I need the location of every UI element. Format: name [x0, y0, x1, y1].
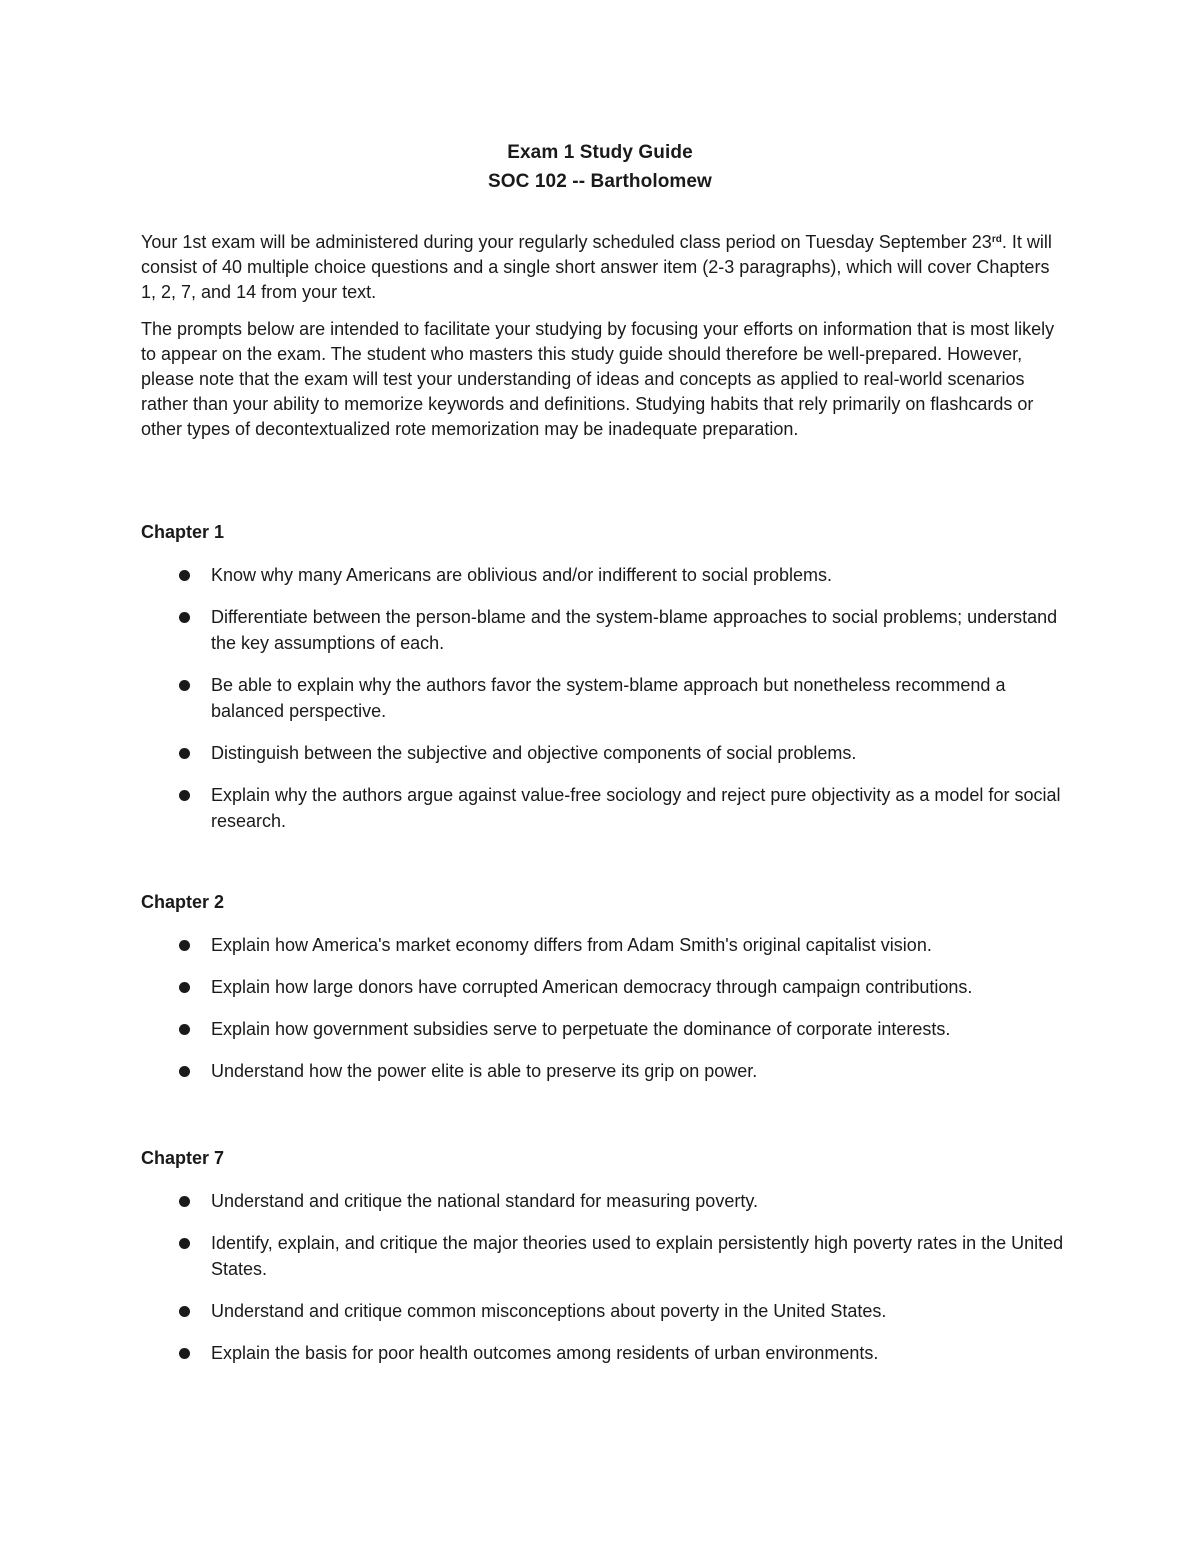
list-item — [141, 1340, 1071, 1366]
intro-p1-end: . It will consist of 40 multiple choice questions and a single short answer item (2-3 paragraphs), which will cover Chapters 1, 2, 7, and 14 from your text. — [141, 232, 1052, 302]
list-item-text: Explain how large donors have corrupted American democracy through campaign contributions. — [211, 977, 973, 997]
chapter-heading: Chapter 1 — [141, 522, 225, 542]
list-item — [141, 740, 1071, 766]
list-item-text: Distinguish between the subjective and objective components of social problems. — [211, 743, 857, 763]
list-item-text: Explain how government subsidies serve to perpetuate the dominance of corporate interests. — [211, 1019, 951, 1039]
list-item — [141, 782, 1071, 834]
list-item-text: Differentiate between the person-blame and the system-blame approaches to social problems; understand the key assumptions of each. — [211, 607, 1058, 653]
bullet-icon — [179, 1238, 190, 1249]
bullet-icon — [179, 680, 190, 691]
title-block — [0, 138, 1200, 196]
bullet-icon — [179, 1348, 190, 1359]
bullet-icon — [179, 748, 190, 759]
intro-paragraph-2: The prompts below are intended to facilitate your studying by focusing your efforts on information that is most likely to appear on the exam. The student who masters this study guide should therefore be well-prepared. However, please note that the exam will test your understanding of ideas and concepts as applied to real-world scenarios rather than your ability to memorize keywords and definitions. Studying habits that rely primarily on flashcards or other types of decontextualized rote memorization may be inadequate preparation. — [141, 319, 1055, 439]
chapter-2-list — [141, 932, 1071, 1084]
bullet-icon — [179, 1196, 190, 1207]
list-item-text: Identify, explain, and critique the major theories used to explain persistently high poverty rates in the United States. — [211, 1233, 1064, 1279]
bullet-icon — [179, 790, 190, 801]
chapter-7-list — [141, 1188, 1071, 1366]
list-item-text: Know why many Americans are oblivious and/or indifferent to social problems. — [211, 565, 832, 585]
list-item — [141, 562, 1071, 588]
document-title: Exam 1 Study Guide — [507, 142, 693, 163]
bullet-icon — [179, 1066, 190, 1077]
list-item-text: Explain why the authors argue against value-free sociology and reject pure objectivity as a model for social research. — [211, 785, 1061, 831]
list-item — [141, 672, 1071, 724]
bullet-icon — [179, 982, 190, 993]
list-item-text: Understand and critique common misconceptions about poverty in the United States. — [211, 1301, 887, 1321]
intro-paragraph-1 — [141, 230, 1061, 305]
list-item-text: Explain how America's market economy differs from Adam Smith's original capitalist vision. — [211, 935, 932, 955]
bullet-icon — [179, 1024, 190, 1035]
bullet-icon — [179, 1306, 190, 1317]
list-item — [141, 1016, 1071, 1042]
ordinal-suffix: rd — [991, 234, 1002, 245]
list-item — [141, 1298, 1071, 1324]
list-item-text: Understand and critique the national standard for measuring poverty. — [211, 1191, 758, 1211]
course-subtitle: SOC 102 -- Bartholomew — [488, 171, 712, 192]
bullet-icon — [179, 570, 190, 581]
intro-p1-start: Your 1st exam will be administered during your regularly scheduled class period on Tuesday September 23 — [141, 232, 992, 252]
list-item — [141, 604, 1071, 656]
chapter-heading: Chapter 2 — [141, 892, 225, 912]
chapter-2-section — [141, 890, 1071, 1100]
chapter-heading: Chapter 7 — [141, 1148, 225, 1168]
list-item — [141, 974, 1071, 1000]
list-item-text: Explain the basis for poor health outcomes among residents of urban environments. — [211, 1343, 879, 1363]
list-item — [141, 1188, 1071, 1214]
bullet-icon — [179, 612, 190, 623]
intro-section — [141, 230, 1061, 454]
chapter-1-section — [141, 520, 1071, 850]
list-item — [141, 1230, 1071, 1282]
list-item-text: Understand how the power elite is able to preserve its grip on power. — [211, 1061, 758, 1081]
bullet-icon — [179, 940, 190, 951]
list-item — [141, 1058, 1071, 1084]
list-item-text: Be able to explain why the authors favor the system-blame approach but nonetheless recommend a balanced perspective. — [211, 675, 1006, 721]
chapter-1-list — [141, 562, 1071, 834]
chapter-7-section — [141, 1146, 1071, 1382]
list-item — [141, 932, 1071, 958]
